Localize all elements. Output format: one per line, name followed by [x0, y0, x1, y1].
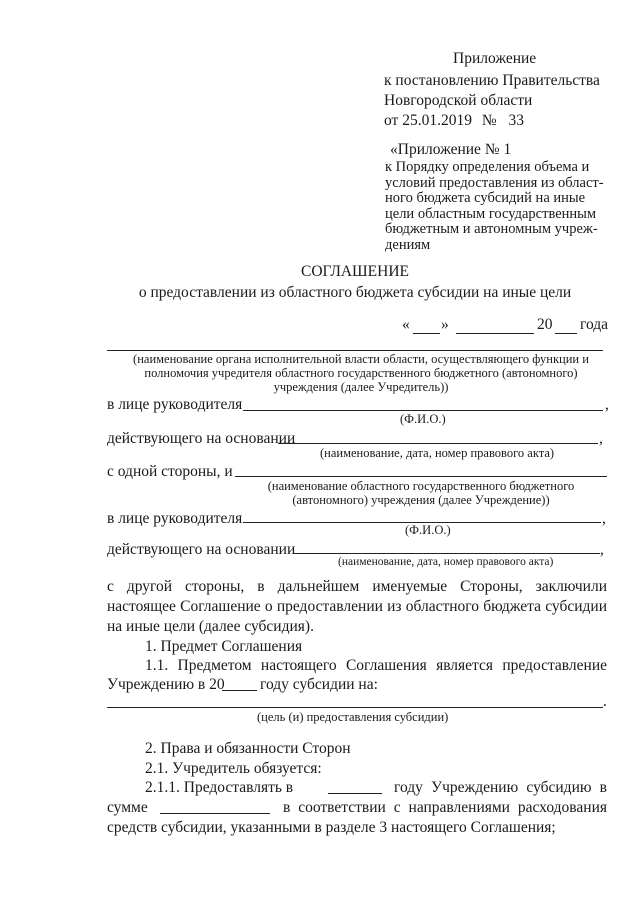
decree-line-1: к постановлению Правительства [384, 72, 600, 89]
appendix1-line: бюджетным и автономным учреж- [385, 221, 598, 237]
other-side-line-1: с другой стороны, в дальнейшем именуемые Стороны, заключили [107, 578, 607, 595]
p211-line-1-end: году Учреждению субсидию в [394, 779, 607, 796]
in-person-label: в лице руководителя [107, 396, 243, 413]
acting-label: действующего на основании [107, 541, 296, 558]
appendix1-line: ного бюджета субсидий на иные [385, 190, 586, 206]
comma: , [602, 510, 606, 527]
date-year-blank[interactable] [555, 333, 577, 334]
p11-line-2-end: году субсидии на: [260, 676, 378, 693]
date-open-quote: « [402, 316, 410, 333]
decree-date: от 25.01.2019 [384, 112, 472, 129]
date-close-quote: » [441, 316, 449, 333]
comma: , [600, 541, 604, 558]
p11-year-prefix: Учреждению в 20 [107, 676, 225, 693]
date-year-prefix: 20 [537, 316, 553, 333]
section-2-heading: 2. Права и обязанности Сторон [145, 740, 351, 757]
founder-caption-line: полномочия учредителя областного государственного бюджетного (автономного) [144, 366, 578, 380]
p211-line-2-end: в соответствии с направлениями расходования [283, 799, 607, 816]
document-subtitle: о предоставлении из областного бюджета субсидии на иные цели [138, 284, 572, 301]
acting-caption: (наименование, дата, номер правового акта) [338, 556, 554, 568]
p211-year-blank[interactable] [328, 793, 382, 794]
decree-date-line [384, 112, 524, 130]
one-side-label: с одной стороны, и [107, 463, 233, 480]
p21-text: 2.1. Учредитель обязуется: [145, 760, 322, 777]
p211-line-3: средств субсидии, указанными в разделе 3 настоящего Соглашения; [107, 819, 556, 836]
document-title: СОГЛАШЕНИЕ [301, 263, 409, 280]
appendix1-line: к Порядку определения объема и [385, 159, 590, 175]
appendix1-text [385, 160, 604, 253]
appendix1-line: условий предоставления из област- [385, 174, 604, 191]
appendix1-title: «Приложение № 1 [390, 141, 512, 158]
comma: , [605, 396, 609, 413]
acting-caption: (наименование, дата, номер правового акта) [320, 446, 555, 460]
decree-number: 33 [508, 112, 524, 129]
other-side-line-2: настоящее Соглашение о предоставлении из областного бюджета субсидии [107, 598, 607, 615]
date-month-blank[interactable] [456, 333, 534, 334]
founder-caption-line: учреждения (далее Учредитель)) [273, 380, 449, 394]
p11-year-blank[interactable] [222, 690, 257, 691]
p211-sum-blank[interactable] [160, 813, 270, 814]
institution-caption-line: (наименование областного государственного бюджетного [267, 479, 575, 493]
decree-line-2: Новгородской области [384, 92, 533, 109]
institution-caption [235, 479, 607, 507]
appendix1-line: дениям [385, 236, 431, 253]
date-year-word: года [580, 316, 609, 333]
founder-head-fio-blank[interactable] [243, 410, 603, 411]
fio-caption: (Ф.И.О.) [405, 523, 451, 537]
p211-start: 2.1.1. Предоставлять в [145, 779, 294, 796]
founder-basis-blank[interactable] [278, 443, 598, 444]
institution-caption-line: (автономного) учреждения (далее Учреждение)) [292, 493, 550, 507]
p211-sum-label: сумме [107, 799, 148, 816]
appendix-title: Приложение [453, 50, 537, 67]
in-person-label: в лице руководителя [107, 510, 243, 527]
appendix1-line: цели областным государственным [385, 205, 597, 222]
fio-caption: (Ф.И.О.) [400, 412, 446, 426]
p11-line-1: 1.1. Предметом настоящего Соглашения является предоставление [145, 657, 607, 674]
section-1-heading: 1. Предмет Соглашения [145, 638, 303, 655]
founder-caption-line: (наименование органа исполнительной власти области, осуществляющего функции и [133, 352, 589, 366]
decree-number-sign: № [481, 112, 497, 129]
comma: , [599, 430, 603, 447]
purpose-end: . [603, 693, 607, 710]
institution-name-blank[interactable] [235, 476, 607, 477]
other-side-line-3: на иные цели (далее субсидия). [107, 618, 314, 635]
purpose-caption: (цель (и) предоставления субсидии) [257, 710, 449, 724]
acting-label: действующего на основании [107, 430, 296, 447]
institution-basis-blank[interactable] [294, 553, 600, 554]
founder-caption [100, 352, 622, 394]
purpose-blank[interactable] [107, 707, 603, 708]
date-day-blank[interactable] [413, 333, 440, 334]
founder-name-blank[interactable] [107, 350, 603, 351]
